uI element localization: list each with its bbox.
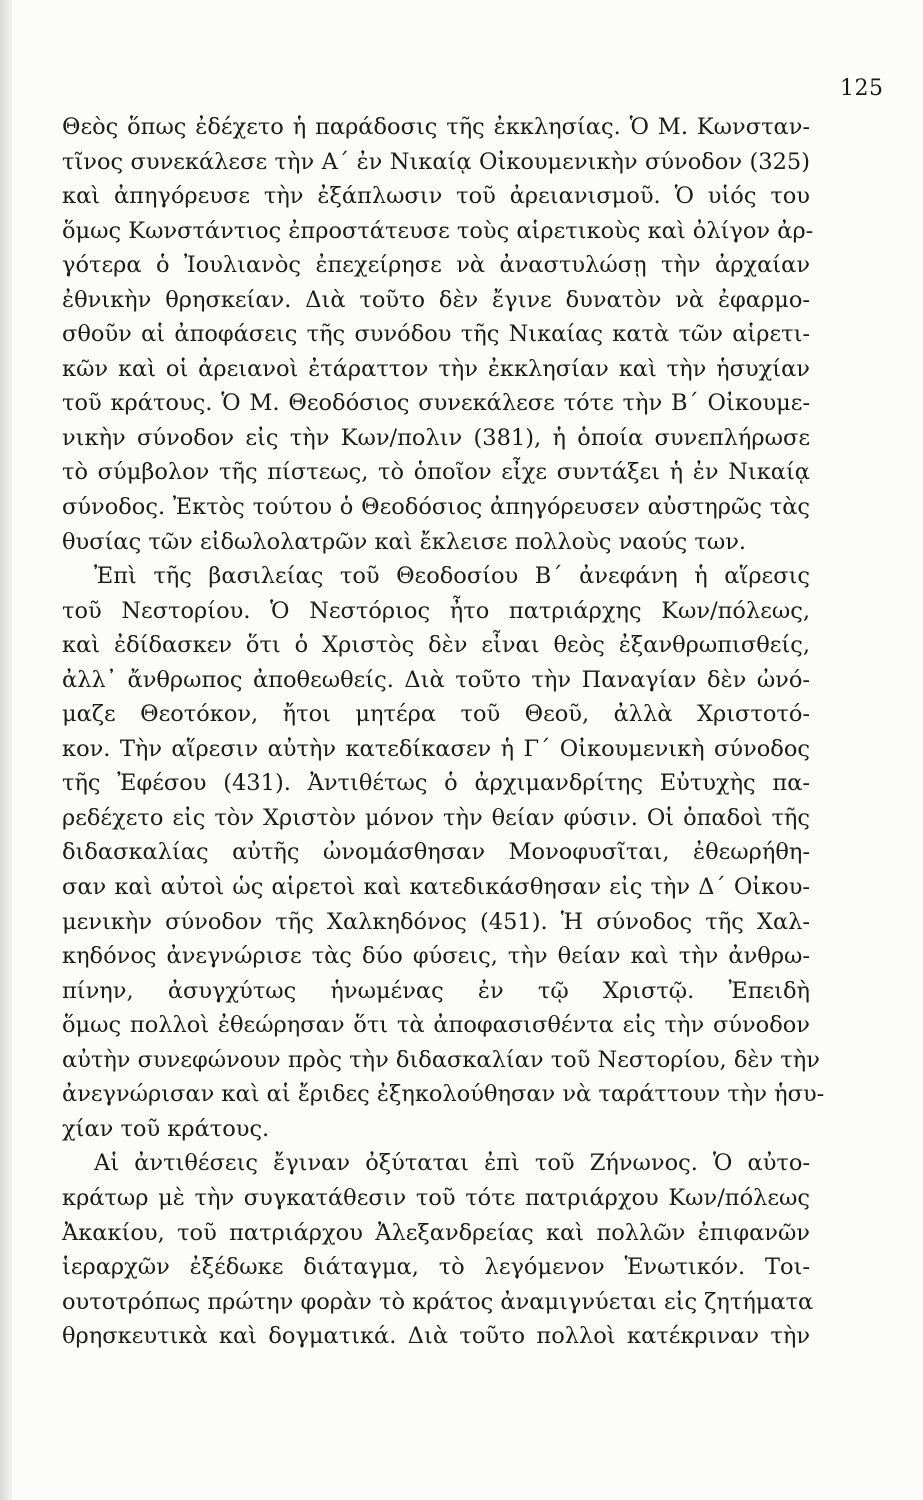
text-line: τῖνος συνεκάλεσε τὴν Α΄ ἐν Νικαίᾳ Οἰκουμενικὴν σύνοδον (325) bbox=[62, 148, 810, 175]
text-line: γότερα ὁ Ἰουλιανὸς ἐπεχείρησε νὰ ἀναστυλώσῃ τὴν ἀρχαίαν bbox=[62, 252, 810, 279]
text-line: ἀλλ᾽ ἄνθρωπος ἀποθεωθείς. Διὰ τοῦτο τὴν Παναγίαν δὲν ὠνό- bbox=[62, 666, 810, 693]
text-line: σθοῦν αἱ ἀποφάσεις τῆς συνόδου τῆς Νικαίας κατὰ τῶν αἱρετι- bbox=[62, 321, 810, 348]
text-line: ρεδέχετο εἰς τὸν Χριστὸν μόνον τὴν θείαν φύσιν. Οἱ ὀπαδοὶ τῆς bbox=[62, 804, 810, 831]
page-edge-shadow bbox=[0, 0, 12, 1500]
text-line: διδασκαλίας αὐτῆς ὠνομάσθησαν Μονοφυσῖται, ἐθεωρήθη- bbox=[62, 839, 810, 866]
text-line: καὶ ἀπηγόρευσε τὴν ἐξάπλωσιν τοῦ ἀρειανισμοῦ. Ὁ υἱός του bbox=[62, 183, 810, 210]
text-line: Ἐπὶ τῆς βασιλείας τοῦ Θεοδοσίου Β΄ ἀνεφάνη ἡ αἵρεσις bbox=[94, 563, 810, 590]
text-line: κῶν καὶ οἱ ἀρειανοὶ ἐτάραττον τὴν ἐκκλησίαν καὶ τὴν ἡσυχίαν bbox=[62, 355, 810, 382]
text-line: κον. Τὴν αἵρεσιν αὐτὴν κατεδίκασεν ἡ Γ΄ Οἰκουμενικὴ σύνοδος bbox=[62, 735, 810, 762]
text-line: νικὴν σύνοδον εἰς τὴν Κων/πολιν (381), ἡ ὁποία συνεπλήρωσε bbox=[62, 424, 810, 451]
text-line: καὶ ἐδίδασκεν ὅτι ὁ Χριστὸς δὲν εἶναι θεὸς ἐξανθρωπισθείς, bbox=[62, 632, 810, 659]
text-line: Ἀκακίου, τοῦ πατριάρχου Ἀλεξανδρείας καὶ πολλῶν ἐπιφανῶν bbox=[62, 1219, 810, 1246]
text-line: πίνην, ἀσυγχύτως ἡνωμένας ἐν τῷ Χριστῷ. Ἐπειδὴ bbox=[62, 977, 810, 1004]
text-line: ὅμως Κωνστάντιος ἐπροστάτευσε τοὺς αἱρετικοὺς καὶ ὀλίγον ἀρ- bbox=[62, 217, 814, 244]
text-line: κράτωρ μὲ τὴν συγκατάθεσιν τοῦ τότε πατριάρχου Κων/πόλεως bbox=[62, 1184, 810, 1211]
text-line: μαζε Θεοτόκον, ἤτοι μητέρα τοῦ Θεοῦ, ἀλλὰ Χριστοτό- bbox=[62, 701, 810, 728]
text-line: θρησκευτικὰ καὶ δογματικά. Διὰ τοῦτο πολλοὶ κατέκριναν τὴν bbox=[62, 1323, 810, 1350]
text-line: τὸ σύμβολον τῆς πίστεως, τὸ ὁποῖον εἶχε συντάξει ἡ ἐν Νικαίᾳ bbox=[62, 459, 810, 486]
text-line: κηδόνος ἀνεγνώρισε τὰς δύο φύσεις, τὴν θείαν καὶ τὴν ἀνθρω- bbox=[62, 943, 810, 970]
text-line: θυσίας τῶν εἰδωλολατρῶν καὶ ἔκλεισε πολλοὺς ναούς των. bbox=[62, 528, 747, 555]
text-line: σαν καὶ αὐτοὶ ὡς αἱρετοὶ καὶ κατεδικάσθησαν εἰς τὴν Δ΄ Οἰκου- bbox=[62, 874, 810, 901]
text-line: ἀνεγνώρισαν καὶ αἱ ἔριδες ἐξηκολούθησαν νὰ ταράττουν τὴν ἡσυ- bbox=[62, 1081, 825, 1108]
text-line: μενικὴν σύνοδον τῆς Χαλκηδόνος (451). Ἡ σύνοδος τῆς Χαλ- bbox=[62, 908, 810, 935]
text-line: ἐθνικὴν θρησκείαν. Διὰ τοῦτο δὲν ἔγινε δυνατὸν νὰ ἐφαρμο- bbox=[62, 286, 810, 313]
text-line: χίαν τοῦ κράτους. bbox=[62, 1115, 270, 1142]
text-line: τοῦ κράτους. Ὁ Μ. Θεοδόσιος συνεκάλεσε τότε τὴν Β΄ Οἰκουμε- bbox=[62, 390, 810, 417]
page-number: 125 bbox=[840, 76, 884, 101]
text-line: ουτοτρόπως πρώτην φορὰν τὸ κράτος ἀναμιγνύεται εἰς ζητήματα bbox=[62, 1288, 814, 1315]
text-line: ὅμως πολλοὶ ἐθεώρησαν ὅτι τὰ ἀποφασισθέντα εἰς τὴν σύνοδον bbox=[62, 1012, 810, 1039]
text-line: Θεὸς ὅπως ἐδέχετο ἡ παράδοσις τῆς ἐκκλησίας. Ὁ Μ. Κωνσταν- bbox=[62, 114, 810, 140]
text-line: αὐτὴν συνεφώνουν πρὸς τὴν διδασκαλίαν τοῦ Νεστορίου, δὲν τὴν bbox=[62, 1046, 820, 1073]
text-line: τῆς Ἐφέσου (431). Ἀντιθέτως ὁ ἀρχιμανδρίτης Εὐτυχὴς πα- bbox=[62, 770, 810, 797]
text-line: ἱεραρχῶν ἐξέδωκε διάταγμα, τὸ λεγόμενον Ἑνωτικόν. Τοι- bbox=[62, 1254, 810, 1281]
text-line: τοῦ Νεστορίου. Ὁ Νεστόριος ἦτο πατριάρχης Κων/πόλεως, bbox=[62, 597, 810, 624]
body-text bbox=[62, 110, 825, 1354]
text-line: σύνοδος. Ἐκτὸς τούτου ὁ Θεοδόσιος ἀπηγόρευσεν αὐστηρῶς τὰς bbox=[62, 494, 810, 521]
text-line: Αἱ ἀντιθέσεις ἔγιναν ὀξύταται ἐπὶ τοῦ Ζήνωνος. Ὁ αὐτο- bbox=[94, 1150, 810, 1177]
